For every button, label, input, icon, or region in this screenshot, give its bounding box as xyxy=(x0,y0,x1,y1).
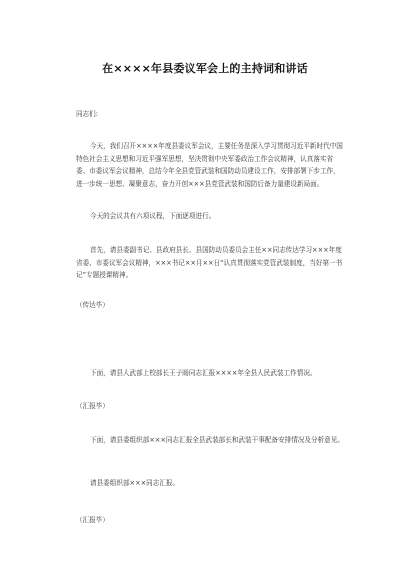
report-done-note-1: （汇报毕） xyxy=(76,402,109,410)
third-item-paragraph: 下面，请县委组织部×××同志汇报全县武装部长和武装干事配备安排情况及分析意见。 xyxy=(90,436,344,444)
document-title: 在××××年县委议军会上的主持词和讲话 xyxy=(102,62,308,75)
report-request-paragraph: 请县委组织部×××同志汇报。 xyxy=(90,479,180,487)
second-item-paragraph: 下面，请县人武部上校部长王子旸同志汇报××××年全县人民武装工作情况。 xyxy=(90,369,317,377)
transmit-done-note: （传达毕） xyxy=(76,301,109,309)
report-done-note-2: （汇报毕） xyxy=(76,516,109,524)
first-item-paragraph: 首先，请县委副书记、县政府县长、县国防动员委员会主任××同志传达学习×××年度省委、市委议军会议精神，×××书记××月××日“认真贯彻落实党管武装制度，当好第一书记”专题授课精神。 xyxy=(76,246,343,279)
agenda-paragraph: 今天的会议共有六项议程，下面逐项进行。 xyxy=(90,212,216,220)
opening-paragraph: 今天，我们召开××××年度县委议军会议，主要任务是深入学习贯彻习近平新时代中国特色社会主义思想和习近平强军思想，坚决贯彻中央军委政治工作会议精神，认真落实省委、市委议军会议精神，总结今年全县党管武装和国防动员建设工作，安排部署下步工作，进一步统一思想、凝聚意志，奋力开创×××县党管武装和国防后备力量建设新局面。 xyxy=(76,142,343,188)
salutation: 同志们: xyxy=(76,110,99,118)
